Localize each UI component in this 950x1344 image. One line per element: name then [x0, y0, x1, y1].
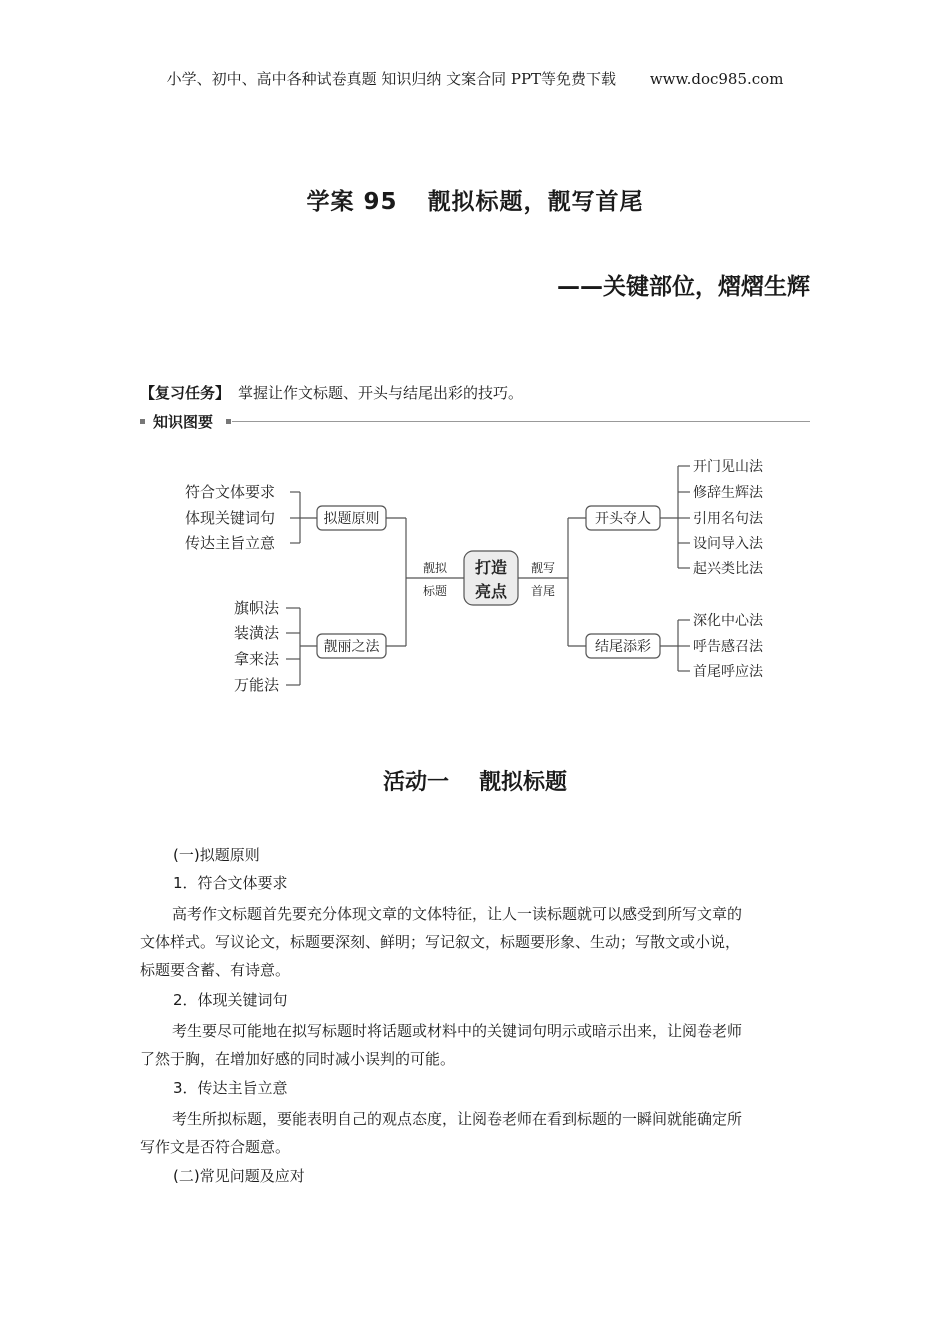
title-number: 学案 95 [306, 189, 398, 215]
page-subtitle: ——关键部位，熠熠生辉 [557, 274, 810, 300]
opening-item: 开门见山法 [693, 459, 763, 475]
item-heading: 2．体现关键词句 [173, 991, 288, 1009]
opening-item: 引用名句法 [693, 511, 763, 527]
page-title [0, 183, 950, 216]
principle-item: 体现关键词句 [185, 509, 276, 527]
method-item: 装潢法 [234, 624, 280, 642]
header-website[interactable]: www.doc985.com [649, 70, 784, 88]
center-node-line2: 亮点 [474, 582, 508, 601]
left-branch-label: 标题 [422, 584, 448, 598]
ending-item: 深化中心法 [693, 613, 763, 629]
node-ending: 结尾添彩 [595, 639, 651, 655]
opening-item: 起兴类比法 [693, 561, 763, 577]
ending-item: 呼告感召法 [693, 639, 763, 655]
item-heading: 3．传达主旨立意 [173, 1079, 288, 1097]
page-header [0, 68, 950, 89]
node-principles: 拟题原则 [323, 511, 380, 527]
section-divider [232, 421, 810, 422]
method-item: 旗帜法 [234, 599, 280, 617]
principle-item: 符合文体要求 [185, 483, 276, 501]
bullet-square-icon [226, 419, 231, 424]
paragraph-line: 标题要含蓄、有诗意。 [140, 961, 291, 979]
node-opening: 开头夺人 [595, 511, 651, 527]
activity-title [0, 765, 950, 796]
right-branch-label: 首尾 [530, 584, 556, 598]
review-task-label: 【复习任务】 [140, 384, 231, 402]
right-branch-label: 靓写 [530, 561, 556, 575]
section-heading: (二)常见问题及应对 [173, 1167, 305, 1185]
paragraph-line: 写作文是否符合题意。 [140, 1138, 291, 1156]
knowledge-map-label: 知识图要 [153, 413, 214, 431]
activity-name: 靓拟标题 [479, 770, 568, 795]
paragraph-line: 高考作文标题首先要充分体现文章的文体特征，让人一读标题就可以感受到所写文章的 [172, 905, 743, 923]
node-methods: 靓丽之法 [323, 639, 380, 655]
paragraph-line: 了然于胸，在增加好感的同时减小误判的可能。 [140, 1050, 456, 1068]
ending-item: 首尾呼应法 [693, 664, 763, 680]
method-item: 万能法 [234, 676, 280, 694]
principle-item: 传达主旨立意 [185, 534, 276, 552]
method-item: 拿来法 [234, 650, 280, 668]
knowledge-mindmap [150, 448, 790, 708]
review-task-text: 掌握让作文标题、开头与结尾出彩的技巧。 [238, 384, 524, 402]
activity-number: 活动一 [382, 770, 449, 795]
header-ad-text: 小学、初中、高中各种试卷真题 知识归纳 文案合同 PPT等免费下载 [166, 70, 617, 88]
bullet-square-icon [140, 419, 145, 424]
section-heading: (一)拟题原则 [173, 846, 260, 864]
left-branch-label: 靓拟 [422, 561, 448, 575]
paragraph-line: 考生所拟标题，要能表明自己的观点态度，让阅卷老师在看到标题的一瞬间就能确定所 [172, 1110, 743, 1128]
paragraph-line: 考生要尽可能地在拟写标题时将话题或材料中的关键词句明示或暗示出来，让阅卷老师 [172, 1022, 743, 1040]
item-heading: 1．符合文体要求 [173, 874, 288, 892]
center-node-line1: 打造 [474, 558, 508, 577]
opening-item: 设问导入法 [693, 536, 763, 552]
paragraph-line: 文体样式。写议论文，标题要深刻、鲜明；写记叙文，标题要形象、生动；写散文或小说， [140, 933, 741, 951]
knowledge-map-bar [140, 411, 810, 433]
title-text: 靓拟标题，靓写首尾 [427, 189, 644, 215]
opening-item: 修辞生辉法 [693, 485, 763, 501]
review-task [140, 382, 523, 403]
